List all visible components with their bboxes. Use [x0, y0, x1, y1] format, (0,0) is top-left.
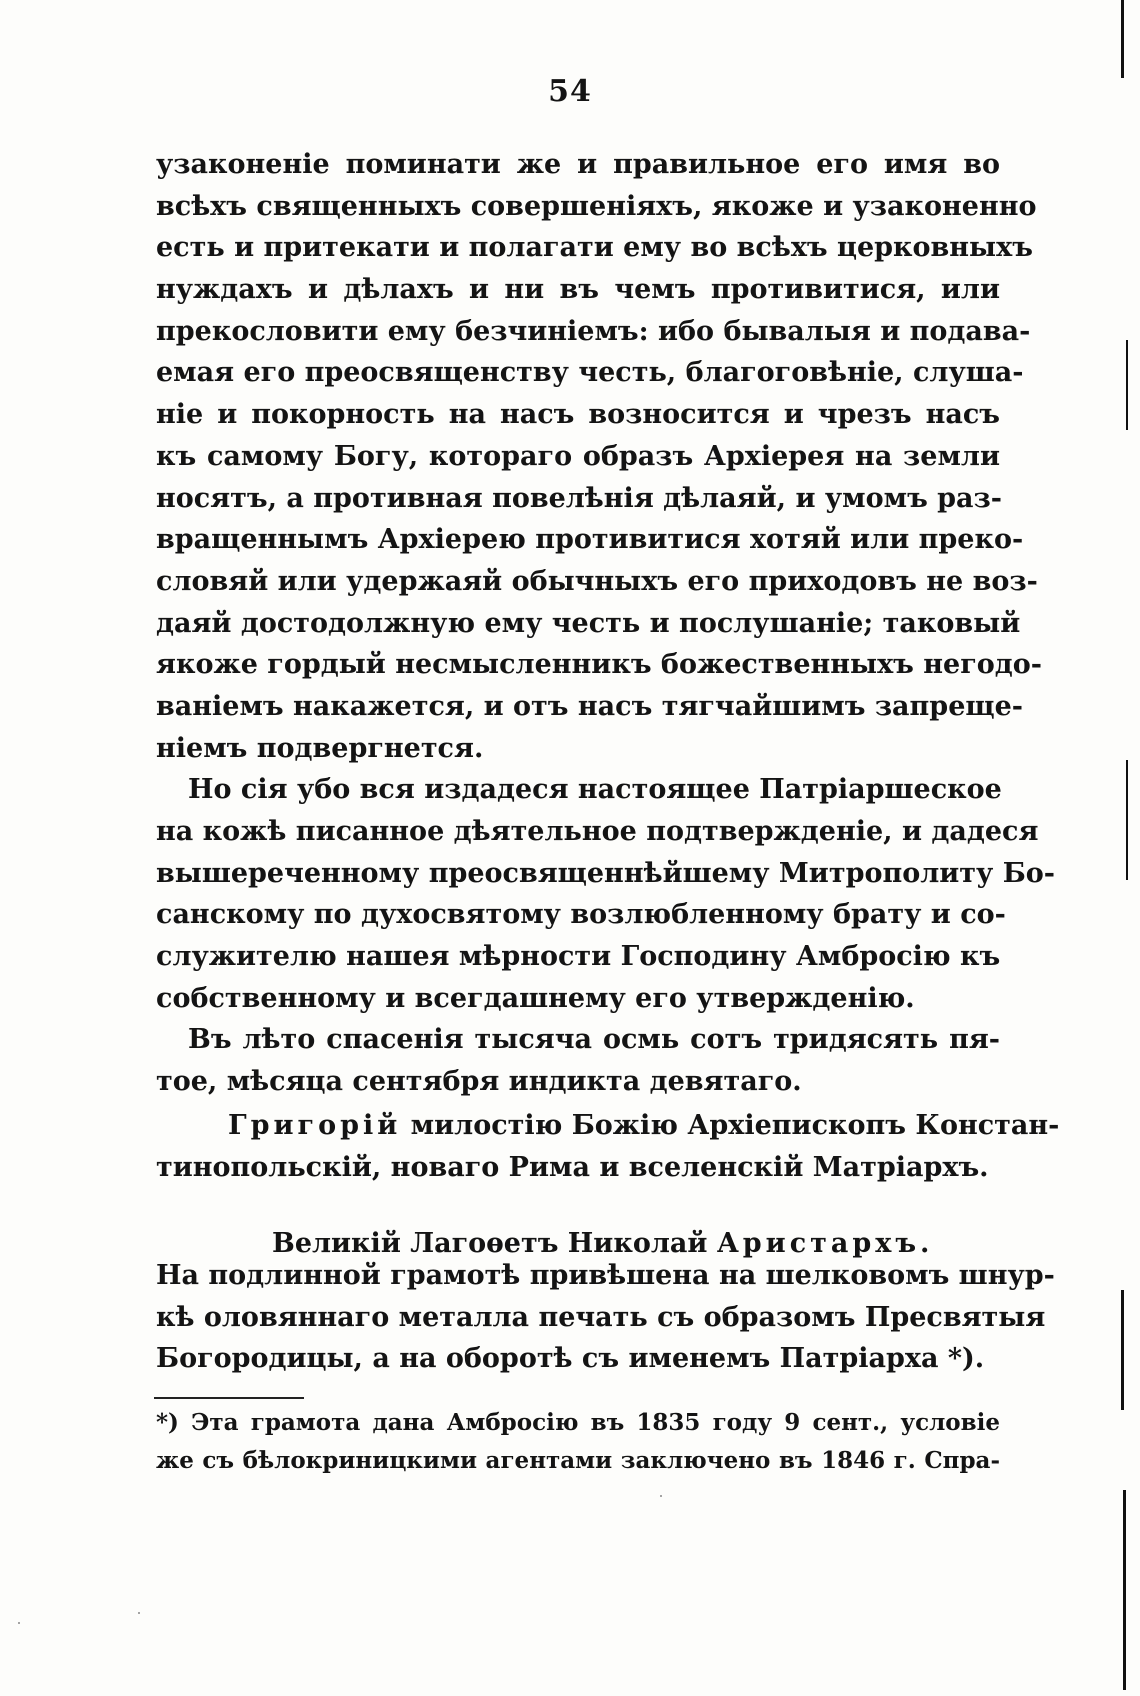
logothete-name: Аристархъ.	[716, 1228, 934, 1259]
footnote-line: же съ бѣлокриницкими агентами заключено въ 1846 г. Спра-	[156, 1447, 1000, 1474]
text-line: всѣхъ священныхъ совершеніяхъ, якоже и узаконенно	[156, 190, 1037, 222]
text-line: вращеннымъ Архіерею противитися хотяй или преко-	[156, 524, 1024, 556]
text-line: на кожѣ писанное дѣятельное подтвержденіе, и дадеся	[156, 816, 1039, 847]
scan-speck	[18, 1622, 20, 1624]
text-line: Въ лѣто спасенія тысяча осмь сотъ тридясять пя-	[188, 1024, 1000, 1056]
text-line: емая его преосвященству честь, благоговѣніе, слуша-	[156, 357, 1024, 389]
scan-speck	[138, 1612, 140, 1614]
scan-edge-mark	[1123, 1490, 1126, 1690]
text-line: Но сія убо вся издадеся настоящее Патріаршеское	[188, 774, 1002, 806]
text-line: якоже гордый несмысленникъ божественныхъ негодо-	[156, 649, 1043, 681]
text-line: къ самому Богу, котораго образъ Архіерея на земли	[156, 440, 1000, 472]
scan-edge-mark	[1126, 760, 1128, 880]
main-paragraph	[156, 144, 1055, 1103]
text-line: ніемъ подвергнется.	[156, 732, 484, 764]
text-line: носятъ, а противная повелѣнія дѣлаяй, и умомъ раз-	[156, 482, 1002, 514]
text-line: нуждахъ и дѣлахъ и ни въ чемъ противитися, или	[156, 274, 1000, 306]
text-line: кѣ оловяннаго металла печать съ образомъ Пресвятыя	[156, 1301, 1046, 1333]
seal-note-paragraph	[156, 1255, 1055, 1380]
text-line: вышереченному преосвященнѣйшему Митрополиту Бо-	[156, 857, 1055, 889]
text-line: На подлинной грамотѣ привѣшена на шелковомъ шнур-	[156, 1260, 1055, 1291]
text-line: даяй достодолжную ему честь и послушаніе; таковый	[156, 607, 1021, 639]
signature-line-patriarch	[228, 1110, 1060, 1141]
scan-edge-mark	[1121, 0, 1124, 78]
text-line: узаконеніе поминати же и правильное его имя во	[156, 149, 1000, 180]
scan-edge-mark	[1121, 1290, 1124, 1410]
text-line: ваніемъ накажется, и отъ насъ тягчайшимъ запреще-	[156, 690, 1023, 722]
text-line: прекословити ему безчиніемъ: ибо бывалыя и подава-	[156, 315, 1031, 347]
text-line: словяй или удержаяй обычныхъ его приходовъ не воз-	[156, 565, 1038, 597]
logothete-title: Великій Лагоѳетъ Николай	[272, 1228, 708, 1259]
text-line: Богородицы, а на оборотѣ съ именемъ Патріарха *).	[156, 1343, 985, 1375]
text-line: собственному и всегдашнему его утвержденію.	[156, 982, 915, 1014]
text-line: санскому по духосвятому возлюбленному брату и со-	[156, 899, 1006, 931]
text-line: есть и притекати и полагати ему во всѣхъ церковныхъ	[156, 232, 1033, 264]
signature-line-title: тинопольскій, новаго Рима и вселенскій Матріархъ.	[156, 1152, 989, 1183]
text-line: тое, мѣсяца сентября индикта девятаго.	[156, 1066, 802, 1098]
text-line: ніе и покорность на насъ возносится и чрезъ насъ	[156, 399, 1000, 431]
footnote-divider	[154, 1397, 304, 1399]
page-number: 54	[548, 74, 592, 109]
signature-title: милостію Божію Архіепископъ Констан-	[410, 1110, 1060, 1141]
footnote	[156, 1404, 1000, 1480]
scan-speck	[660, 1495, 662, 1497]
scan-edge-mark	[1126, 340, 1128, 430]
text-line: служителю нашея мѣрности Господину Амбросію къ	[156, 941, 1001, 973]
signature-name-grigory: Григорій	[228, 1110, 402, 1141]
footnote-line: *) Эта грамота дана Амбросію въ 1835 году 9 сент., условіе	[156, 1409, 1000, 1436]
